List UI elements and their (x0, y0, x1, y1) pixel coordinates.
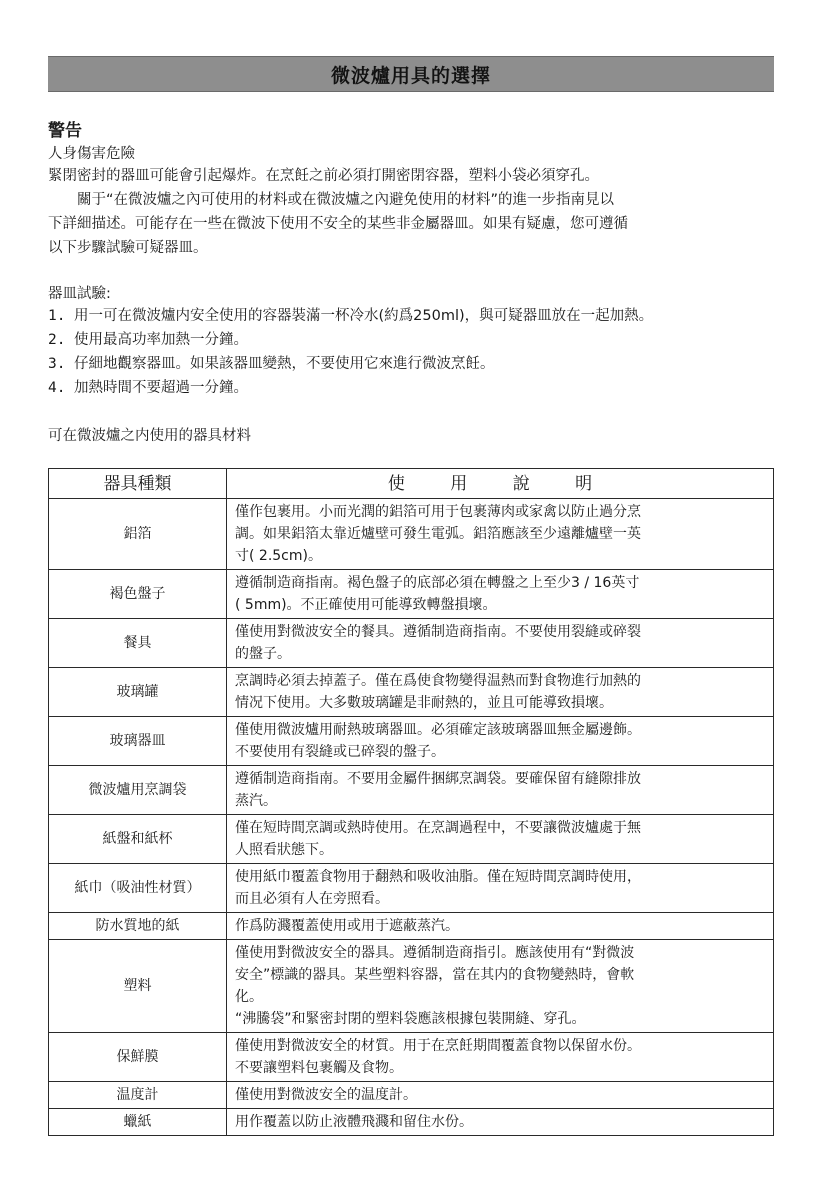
description-line: 僅在短時間烹調或熱時使用。在烹調過程中，不要讓微波爐處于無 (235, 820, 641, 836)
materials-intro: 可在微波爐之内使用的器具材料 (48, 428, 251, 444)
table-row (49, 815, 774, 864)
step-number: 2. (48, 332, 66, 348)
table-row (49, 570, 774, 619)
row-description (227, 499, 774, 570)
description-line: ( 5mm)。不正確使用可能導致轉盤損壞。 (235, 597, 497, 613)
description-line: 烹調時必須去掉蓋子。僅在爲使食物變得温熱而對食物進行加熱的 (235, 673, 641, 689)
test-step (48, 328, 653, 352)
row-description (227, 940, 774, 1033)
description-line: 寸( 2.5cm)。 (235, 548, 322, 564)
step-text: 用一可在微波爐内安全使用的容器裝滿一杯冷水(約爲250ml)，與可疑器皿放在一起加熱。 (74, 308, 654, 324)
row-material-name: 餐具 (49, 619, 227, 668)
description-line: 作爲防濺覆蓋使用或用于遮蔽蒸汽。 (235, 918, 459, 934)
table-row (49, 499, 774, 570)
table-row (49, 940, 774, 1033)
description-line: 安全”標識的器具。某些塑料容器，當在其内的食物變熱時，會軟 (235, 967, 635, 983)
table-row (49, 619, 774, 668)
step-text: 仔細地觀察器皿。如果該器皿變熱，不要使用它來進行微波烹飪。 (74, 356, 495, 372)
row-material-name: 玻璃器皿 (49, 717, 227, 766)
description-line: 僅作包裹用。小而光潤的鋁箔可用于包裹薄肉或家禽以防止過分烹 (235, 504, 641, 520)
row-description (227, 1109, 774, 1136)
row-material-name: 蠟紙 (49, 1109, 227, 1136)
row-description (227, 570, 774, 619)
description-line: 不要使用有裂縫或已碎裂的盤子。 (235, 744, 445, 760)
row-material-name: 褐色盤子 (49, 570, 227, 619)
row-description (227, 1033, 774, 1082)
warning-line: 緊閉密封的器皿可能會引起爆炸。在烹飪之前必須打開密閉容器，塑料小袋必須穿孔。 (48, 168, 599, 184)
description-line: 的盤子。 (235, 646, 291, 662)
description-line: 不要讓塑料包裹觸及食物。 (235, 1060, 403, 1076)
header-type: 器具種類 (49, 469, 227, 499)
table-row (49, 1033, 774, 1082)
step-text: 加熱時間不要超過一分鐘。 (74, 380, 248, 396)
page-title: 微波爐用具的選擇 (330, 64, 491, 87)
description-line: 蒸汽。 (235, 793, 277, 809)
description-line: 情况下使用。大多數玻璃罐是非耐熱的，並且可能導致損壞。 (235, 695, 613, 711)
warning-heading: 警告 (48, 121, 82, 141)
description-line: 僅使用對微波安全的器具。遵循制造商指引。應該使用有“對微波 (235, 945, 635, 961)
materials-table (48, 468, 774, 1136)
description-line: 用作覆蓋以防止液體飛濺和留住水份。 (235, 1114, 473, 1130)
row-description (227, 766, 774, 815)
description-line: 僅使用對微波安全的温度計。 (235, 1087, 417, 1103)
row-material-name: 紙盤和紙杯 (49, 815, 227, 864)
table-row (49, 1082, 774, 1109)
row-material-name: 鋁箔 (49, 499, 227, 570)
description-line: 僅使用微波爐用耐熱玻璃器皿。必須確定該玻璃器皿無金屬邊飾。 (235, 722, 641, 738)
guide-paragraph-line: 關于“在微波爐之內可使用的材料或在微波爐之內避免使用的材料”的進一步指南見以 (77, 192, 615, 208)
row-material-name: 温度計 (49, 1082, 227, 1109)
row-material-name: 微波爐用烹調袋 (49, 766, 227, 815)
row-description (227, 717, 774, 766)
description-line: “沸騰袋”和緊密封閉的塑料袋應該根據包裝開縫、穿孔。 (235, 1011, 586, 1027)
step-number: 3. (48, 356, 66, 372)
table-row (49, 913, 774, 940)
test-steps-list (48, 304, 653, 400)
guide-paragraph-line: 下詳細描述。可能存在一些在微波下使用不安全的某些非金屬器皿。如果有疑慮，您可遵循 (48, 216, 628, 232)
warning-subheading: 人身傷害危險 (48, 146, 135, 162)
header-desc: 使 用 說 明 (227, 469, 774, 499)
row-material-name: 保鮮膜 (49, 1033, 227, 1082)
row-description (227, 668, 774, 717)
description-line: 使用紙巾覆蓋食物用于翻熱和吸收油脂。僅在短時間烹調時使用， (235, 869, 641, 885)
row-material-name: 紙巾（吸油性材質） (49, 864, 227, 913)
description-line: 調。如果鋁箔太靠近爐壁可發生電弧。鋁箔應該至少遠離爐壁一英 (235, 526, 641, 542)
description-line: 化。 (235, 989, 263, 1005)
table-row (49, 864, 774, 913)
guide-paragraph-line: 以下步驟試驗可疑器皿。 (48, 240, 208, 256)
test-step (48, 376, 653, 400)
table-row (49, 766, 774, 815)
row-material-name: 塑料 (49, 940, 227, 1033)
step-text: 使用最高功率加熱一分鐘。 (74, 332, 248, 348)
table-row (49, 717, 774, 766)
table-header-row (49, 469, 774, 499)
description-line: 人照看狀態下。 (235, 842, 333, 858)
description-line: 遵循制造商指南。不要用金屬件捆綁烹調袋。要確保留有縫隙排放 (235, 771, 641, 787)
row-description (227, 815, 774, 864)
row-material-name: 防水質地的紙 (49, 913, 227, 940)
row-description (227, 1082, 774, 1109)
test-step (48, 304, 653, 328)
step-number: 1. (48, 308, 66, 324)
description-line: 而且必須有人在旁照看。 (235, 891, 389, 907)
step-number: 4. (48, 380, 66, 396)
row-description (227, 913, 774, 940)
table-row (49, 1109, 774, 1136)
row-description (227, 619, 774, 668)
table-row (49, 668, 774, 717)
row-material-name: 玻璃罐 (49, 668, 227, 717)
test-heading: 器皿試驗: (48, 286, 111, 302)
test-step (48, 352, 653, 376)
row-description (227, 864, 774, 913)
section-title-bar (48, 56, 774, 92)
description-line: 僅使用對微波安全的餐具。遵循制造商指南。不要使用裂縫或碎裂 (235, 624, 641, 640)
description-line: 遵循制造商指南。褐色盤子的底部必須在轉盤之上至少3 / 16英寸 (235, 575, 640, 591)
description-line: 僅使用對微波安全的材質。用于在烹飪期間覆蓋食物以保留水份。 (235, 1038, 641, 1054)
